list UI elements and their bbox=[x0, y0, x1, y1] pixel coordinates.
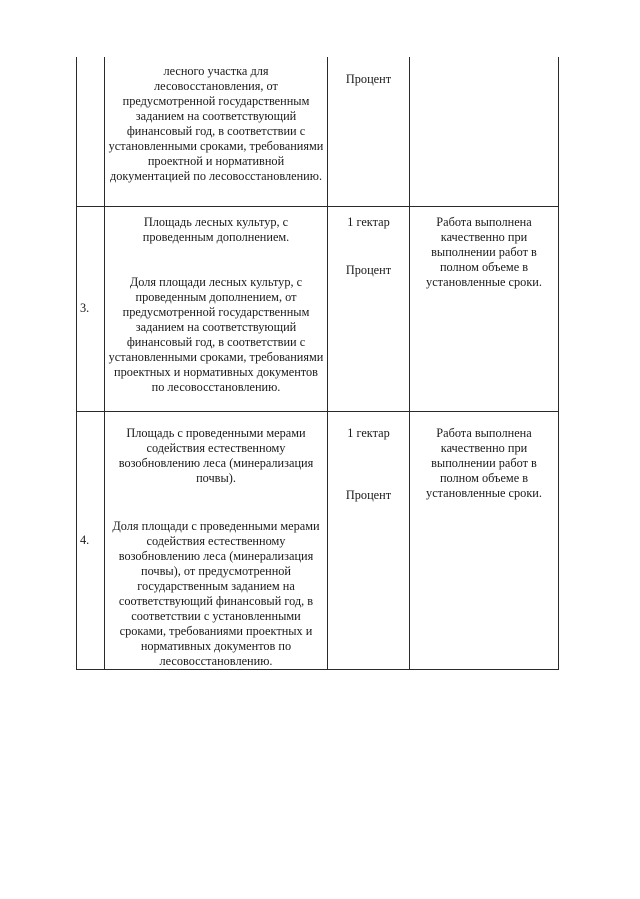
result-cell bbox=[410, 206, 559, 411]
unit-text: Процент bbox=[345, 487, 392, 502]
unit-text: Процент bbox=[345, 262, 392, 277]
row-number: 4. bbox=[80, 532, 90, 547]
description-text: Доля площади с проведенными мерами содействия естественному возобновлению леса (минерализация почвы), от предусмотренной государственным заданием на соответствующий финансовый год, в соответствии с установленными сроками, требованиями проектных и нормативных документов по лесовосстановлению. bbox=[112, 518, 320, 668]
result-text: Работа выполнена качественно при выполнении работ в полном объеме в установленные сроки. bbox=[426, 425, 542, 500]
unit-cell bbox=[328, 206, 410, 411]
unit-text: Процент bbox=[345, 72, 392, 86]
result-text: Работа выполнена качественно при выполнении работ в полном объеме в установленные сроки. bbox=[426, 214, 542, 289]
description-text: Доля площади лесных культур, с проведенным дополнением, от предусмотренной государственным заданием на соответствующий финансовый год, в соответствии с установленными сроками, требованиями проектных и нормативных документов по лесовосстановлению. bbox=[108, 274, 324, 394]
row-number: 3. bbox=[80, 301, 90, 315]
description-cell bbox=[105, 411, 328, 669]
result-cell bbox=[410, 411, 559, 669]
row-number-cell bbox=[77, 57, 105, 206]
description-text: лесного участка для лесовосстановления, от предусмотренной государственным заданием на соответствующий финансовый год, в соответствии с установленными сроками, требованиями проектной и нормативной документацией по лесовосстановлению. bbox=[108, 64, 324, 183]
description-text: Площадь лесных культур, с проведенным дополнением. bbox=[142, 214, 290, 244]
table-row bbox=[77, 411, 559, 669]
indicators-table bbox=[76, 57, 559, 670]
result-cell bbox=[410, 57, 559, 206]
table-row bbox=[77, 57, 559, 206]
unit-text: 1 гектар bbox=[347, 214, 390, 229]
description-cell bbox=[105, 206, 328, 411]
row-number-cell bbox=[77, 411, 105, 669]
unit-cell bbox=[328, 57, 410, 206]
unit-text: 1 гектар bbox=[347, 425, 390, 440]
unit-cell bbox=[328, 411, 410, 669]
description-text: Площадь с проведенными мерами содействия естественному возобновлению леса (минерализация почвы). bbox=[118, 425, 314, 485]
row-number-cell bbox=[77, 206, 105, 411]
table-row bbox=[77, 206, 559, 411]
description-cell bbox=[105, 57, 328, 206]
